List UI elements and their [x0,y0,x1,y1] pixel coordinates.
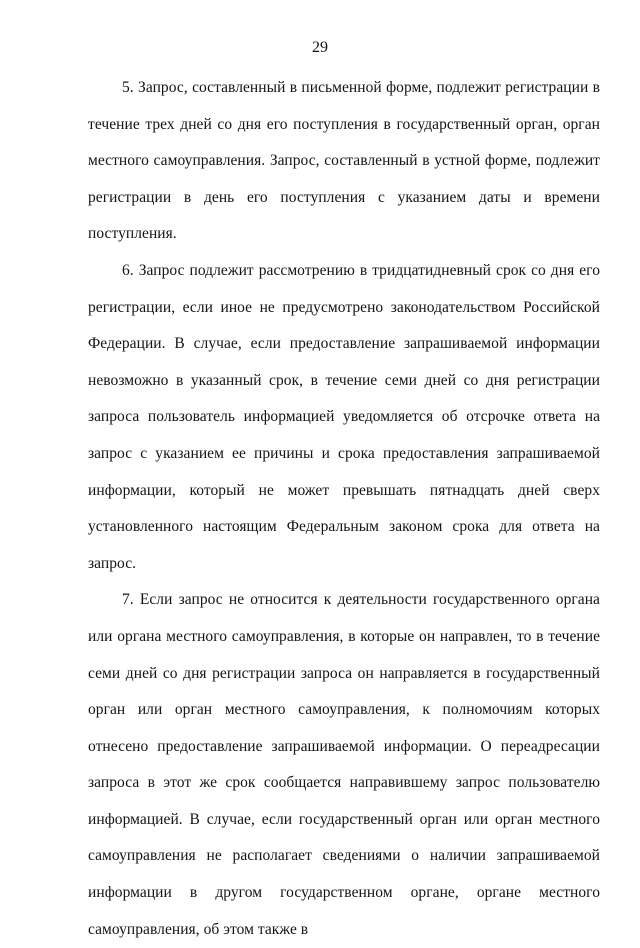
page-number: 29 [312,39,328,56]
paragraph-7: 7. Если запрос не относится к деятельности государственного органа или органа местного самоуправления, в которые он направлен, то в течение семи дней со дня регистрации запроса он направляется в государственный орган или орган местного самоуправления, к полномочиям которых отнесено предоставление запрашиваемой информации. О переадресации запроса в этот же срок сообщается направившему запрос пользователю информацией. В случае, если государственный орган или орган местного самоуправления не располагает сведениями о наличии запрашиваемой информации в другом государственном органе, органе местного самоуправления, об этом также в [88,591,600,938]
paragraph-6: 6. Запрос подлежит рассмотрению в тридцатидневный срок со дня его регистрации, если иное не предусмотрено законодательством Российской Федерации. В случае, если предоставление запрашиваемой информации невозможно в указанный срок, в течение семи дней со дня регистрации запроса пользователь информацией уведомляется об отсрочке ответа на запрос с указанием ее причины и срока предоставления запрашиваемой информации, который не может превышать пятнадцать дней сверх установленного настоящим Федеральным законом срока для ответа на запрос. [88,261,600,572]
document-body [88,70,600,948]
paragraph-5: 5. Запрос, составленный в письменной форме, подлежит регистрации в течение трех дней со дня его поступления в государственный орган, орган местного самоуправления. Запрос, составленный в устной форме, подлежит регистрации в день его поступления с указанием даты и времени поступления. [88,79,600,243]
